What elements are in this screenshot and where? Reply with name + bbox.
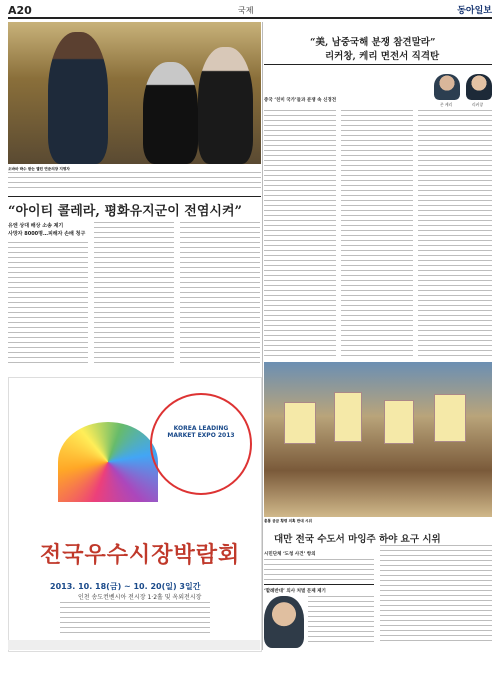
kerry-photo	[434, 74, 460, 100]
left-column-3	[180, 222, 260, 367]
li-name: 리커창	[472, 102, 484, 107]
kerry-name: 존 케리	[440, 102, 453, 107]
ad-details	[60, 602, 210, 636]
right-subhead: 중국 ‘친미 국가’들과 분쟁 속 신경전	[264, 98, 337, 103]
right-column-2	[341, 110, 413, 358]
ad-fan-graphic	[58, 422, 158, 502]
left-column-2	[94, 222, 174, 367]
small-box-title: ‘할례반대’ 의사 처벌 문제 제기	[264, 589, 326, 594]
left-headline: “아이티 콜레라, 평화유지군이 전염시켜”	[8, 204, 242, 219]
right-headline-1: “美, 남중국해 분쟁 참견말라”	[310, 37, 436, 48]
li-photo	[466, 74, 492, 100]
ad-dates: 2013. 10. 18(금) ~ 10. 20(일) 3일간	[50, 582, 201, 591]
small-box-photo	[264, 596, 304, 648]
page-number: A20	[8, 4, 32, 17]
ad-logo: KOREA LEADING MARKET EXPO 2013	[150, 393, 252, 495]
right-headline-2: 리커창, 케리 면전서 직격탄	[325, 51, 440, 62]
top-photo	[8, 22, 261, 164]
small-box-text	[308, 596, 374, 645]
top-photo-caption: 오바마 박수 받는 옐런 연준의장 지명자	[8, 167, 70, 171]
protest-caption: 총통 공금 횡령 의혹 반대 시위	[264, 519, 312, 523]
ad-sponsor-bar	[8, 640, 260, 650]
ad-venue: 인천 송도컨벤시아 전시장 1·2홀 및 옥외전시장	[78, 594, 202, 601]
bottom-headline: 대만 전국 수도서 마잉주 하야 요구 시위	[274, 534, 441, 545]
taiwan-protest-photo	[264, 362, 492, 517]
section-title: 국제	[238, 6, 254, 15]
right-column-3	[418, 110, 492, 358]
left-column-1	[8, 242, 88, 367]
left-subhead: 유엔 상대 배상 소송 제기 사망자 8000명…피해자 손배 청구	[8, 223, 86, 237]
bottom-column-2	[380, 545, 492, 645]
right-column-1	[264, 110, 336, 358]
bottom-subhead: 시민단체 ‘도청 사건’ 항의	[264, 552, 316, 557]
ad-title: 전국우수시장박람회	[40, 542, 241, 568]
masthead: 동아일보	[457, 6, 492, 16]
header-rule	[8, 17, 492, 19]
